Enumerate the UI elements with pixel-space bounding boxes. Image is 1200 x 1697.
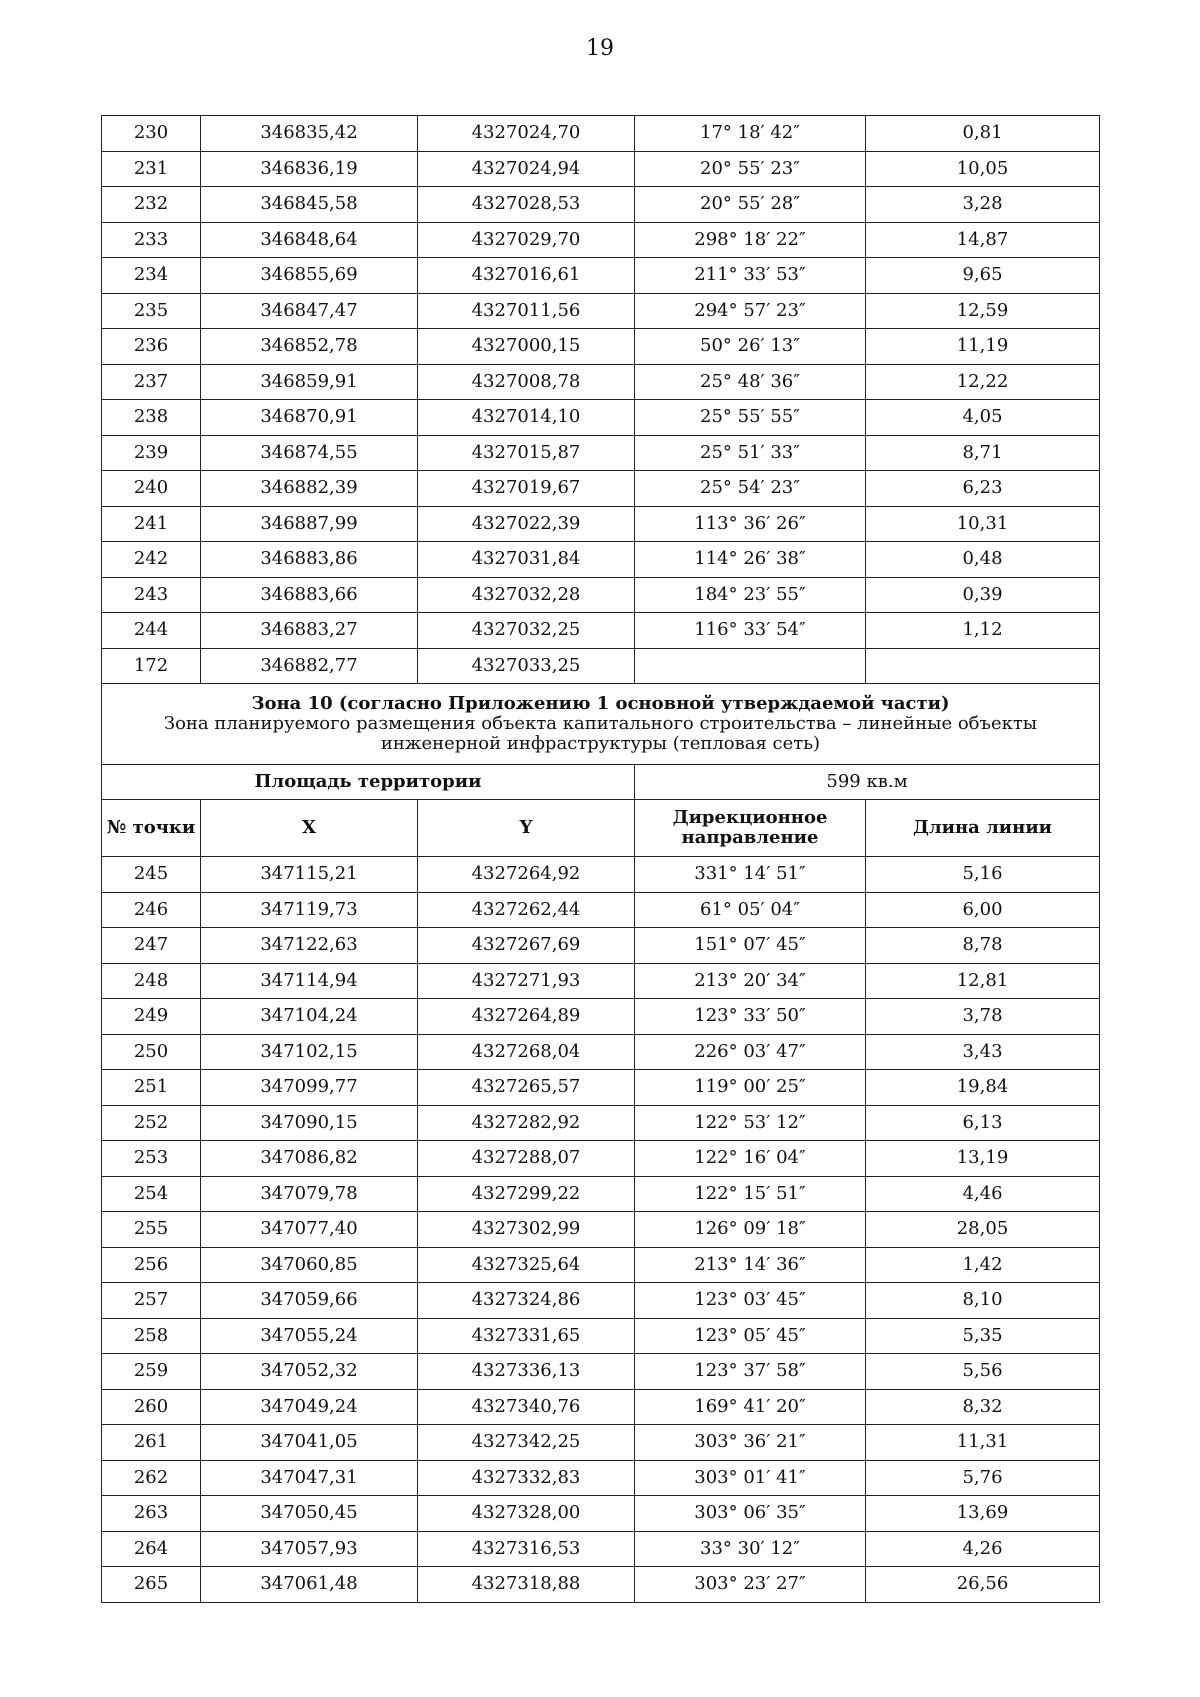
- line-length-cell: 9,65: [866, 258, 1100, 294]
- table-row: [102, 329, 1100, 365]
- direction-cell: 123° 37′ 58″: [635, 1354, 866, 1390]
- x-cell: 347115,21: [201, 857, 418, 893]
- point-number-cell: 252: [102, 1105, 201, 1141]
- x-cell: 347059,66: [201, 1283, 418, 1319]
- direction-cell: 25° 54′ 23″: [635, 471, 866, 507]
- x-cell: 347086,82: [201, 1141, 418, 1177]
- x-cell: 347077,40: [201, 1212, 418, 1248]
- x-cell: 347057,93: [201, 1531, 418, 1567]
- point-number-cell: 262: [102, 1460, 201, 1496]
- y-cell: 4327325,64: [418, 1247, 635, 1283]
- table-row: [102, 435, 1100, 471]
- point-number-cell: 250: [102, 1034, 201, 1070]
- direction-cell: 303° 06′ 35″: [635, 1496, 866, 1532]
- point-number-cell: 258: [102, 1318, 201, 1354]
- line-length-cell: 3,28: [866, 187, 1100, 223]
- x-cell: 346874,55: [201, 435, 418, 471]
- y-cell: 4327332,83: [418, 1460, 635, 1496]
- x-cell: 346870,91: [201, 400, 418, 436]
- direction-cell: 25° 48′ 36″: [635, 364, 866, 400]
- point-number-cell: 236: [102, 329, 201, 365]
- area-row: [102, 765, 1100, 800]
- point-number-cell: 237: [102, 364, 201, 400]
- y-cell: 4327016,61: [418, 258, 635, 294]
- line-length-cell: 19,84: [866, 1070, 1100, 1106]
- table-row: [102, 1034, 1100, 1070]
- point-number-cell: 241: [102, 506, 201, 542]
- line-length-cell: 8,78: [866, 928, 1100, 964]
- line-length-cell: 6,23: [866, 471, 1100, 507]
- x-cell: 347119,73: [201, 892, 418, 928]
- zone-description: Зона планируемого размещения объекта капитального строительства – линейные объекты инженерной инфраструктуры (тепловая сеть): [163, 713, 1038, 754]
- direction-cell: 114° 26′ 38″: [635, 542, 866, 578]
- table-row: [102, 613, 1100, 649]
- line-length-cell: 0,81: [866, 116, 1100, 152]
- point-number-cell: 264: [102, 1531, 201, 1567]
- table-row: [102, 1318, 1100, 1354]
- x-cell: 347104,24: [201, 999, 418, 1035]
- y-cell: 4327324,86: [418, 1283, 635, 1319]
- y-cell: 4327299,22: [418, 1176, 635, 1212]
- line-length-cell: 4,46: [866, 1176, 1100, 1212]
- table-row: [102, 471, 1100, 507]
- y-cell: 4327331,65: [418, 1318, 635, 1354]
- line-length-cell: 5,35: [866, 1318, 1100, 1354]
- y-cell: 4327264,92: [418, 857, 635, 893]
- table-row: [102, 999, 1100, 1035]
- y-cell: 4327262,44: [418, 892, 635, 928]
- table-row: [102, 857, 1100, 893]
- y-cell: 4327302,99: [418, 1212, 635, 1248]
- y-cell: 4327265,57: [418, 1070, 635, 1106]
- point-number-cell: 244: [102, 613, 201, 649]
- y-cell: 4327340,76: [418, 1389, 635, 1425]
- table-row: [102, 116, 1100, 152]
- x-cell: 346852,78: [201, 329, 418, 365]
- header-direction: Дирекционное направление: [635, 800, 866, 857]
- x-cell: 346859,91: [201, 364, 418, 400]
- table-row: [102, 506, 1100, 542]
- direction-cell: 25° 55′ 55″: [635, 400, 866, 436]
- table-row: [102, 1176, 1100, 1212]
- direction-cell: 294° 57′ 23″: [635, 293, 866, 329]
- x-cell: 346883,86: [201, 542, 418, 578]
- table-row: [102, 892, 1100, 928]
- y-cell: 4327019,67: [418, 471, 635, 507]
- table-row: [102, 1567, 1100, 1603]
- line-length-cell: 8,32: [866, 1389, 1100, 1425]
- line-length-cell: 12,59: [866, 293, 1100, 329]
- x-cell: 346882,77: [201, 648, 418, 684]
- zone-header-cell: [102, 684, 1100, 765]
- table-row: [102, 1141, 1100, 1177]
- zone-section: [102, 684, 1100, 857]
- point-number-cell: 232: [102, 187, 201, 223]
- direction-cell: 298° 18′ 22″: [635, 222, 866, 258]
- x-cell: 347090,15: [201, 1105, 418, 1141]
- line-length-cell: 26,56: [866, 1567, 1100, 1603]
- y-cell: 4327024,70: [418, 116, 635, 152]
- x-cell: 346847,47: [201, 293, 418, 329]
- table-row: [102, 1496, 1100, 1532]
- line-length-cell: 0,39: [866, 577, 1100, 613]
- x-cell: 347099,77: [201, 1070, 418, 1106]
- point-number-cell: 256: [102, 1247, 201, 1283]
- point-number-cell: 243: [102, 577, 201, 613]
- point-number-cell: 261: [102, 1425, 201, 1461]
- point-number-cell: 248: [102, 963, 201, 999]
- table-row: [102, 1212, 1100, 1248]
- line-length-cell: 10,31: [866, 506, 1100, 542]
- page-number: 19: [586, 36, 614, 61]
- x-cell: 346883,27: [201, 613, 418, 649]
- direction-cell: 123° 03′ 45″: [635, 1283, 866, 1319]
- line-length-cell: 8,71: [866, 435, 1100, 471]
- y-cell: 4327024,94: [418, 151, 635, 187]
- direction-cell: 17° 18′ 42″: [635, 116, 866, 152]
- x-cell: 346848,64: [201, 222, 418, 258]
- table-row: [102, 1105, 1100, 1141]
- header-x: X: [201, 800, 418, 857]
- line-length-cell: 5,16: [866, 857, 1100, 893]
- y-cell: 4327271,93: [418, 963, 635, 999]
- x-cell: 347052,32: [201, 1354, 418, 1390]
- direction-cell: 303° 01′ 41″: [635, 1460, 866, 1496]
- direction-cell: [635, 648, 866, 684]
- y-cell: 4327011,56: [418, 293, 635, 329]
- direction-cell: 151° 07′ 45″: [635, 928, 866, 964]
- direction-cell: 33° 30′ 12″: [635, 1531, 866, 1567]
- zone-header-row: [102, 684, 1100, 765]
- point-number-cell: 234: [102, 258, 201, 294]
- line-length-cell: 11,31: [866, 1425, 1100, 1461]
- y-cell: 4327008,78: [418, 364, 635, 400]
- x-cell: 347060,85: [201, 1247, 418, 1283]
- point-number-cell: 242: [102, 542, 201, 578]
- line-length-cell: 10,05: [866, 151, 1100, 187]
- y-cell: 4327336,13: [418, 1354, 635, 1390]
- x-cell: 346836,19: [201, 151, 418, 187]
- direction-cell: 169° 41′ 20″: [635, 1389, 866, 1425]
- y-cell: 4327015,87: [418, 435, 635, 471]
- point-number-cell: 263: [102, 1496, 201, 1532]
- line-length-cell: 14,87: [866, 222, 1100, 258]
- table-row: [102, 648, 1100, 684]
- point-number-cell: 255: [102, 1212, 201, 1248]
- line-length-cell: 11,19: [866, 329, 1100, 365]
- direction-cell: 122° 15′ 51″: [635, 1176, 866, 1212]
- table-row: [102, 963, 1100, 999]
- table-row: [102, 258, 1100, 294]
- y-cell: 4327316,53: [418, 1531, 635, 1567]
- line-length-cell: 0,48: [866, 542, 1100, 578]
- direction-cell: 122° 16′ 04″: [635, 1141, 866, 1177]
- table-row: [102, 1283, 1100, 1319]
- x-cell: 347061,48: [201, 1567, 418, 1603]
- table-row: [102, 400, 1100, 436]
- x-cell: 346845,58: [201, 187, 418, 223]
- point-number-cell: 257: [102, 1283, 201, 1319]
- y-cell: 4327014,10: [418, 400, 635, 436]
- line-length-cell: 1,12: [866, 613, 1100, 649]
- point-number-cell: 253: [102, 1141, 201, 1177]
- line-length-cell: 3,78: [866, 999, 1100, 1035]
- table-row: [102, 928, 1100, 964]
- line-length-cell: 13,19: [866, 1141, 1100, 1177]
- y-cell: 4327032,28: [418, 577, 635, 613]
- y-cell: 4327031,84: [418, 542, 635, 578]
- point-number-cell: 251: [102, 1070, 201, 1106]
- direction-cell: 116° 33′ 54″: [635, 613, 866, 649]
- table-row: [102, 577, 1100, 613]
- table-row: [102, 222, 1100, 258]
- point-number-cell: 246: [102, 892, 201, 928]
- line-length-cell: 6,13: [866, 1105, 1100, 1141]
- line-length-cell: 5,76: [866, 1460, 1100, 1496]
- direction-cell: 123° 05′ 45″: [635, 1318, 866, 1354]
- x-cell: 347047,31: [201, 1460, 418, 1496]
- y-cell: 4327000,15: [418, 329, 635, 365]
- y-cell: 4327268,04: [418, 1034, 635, 1070]
- x-cell: 346882,39: [201, 471, 418, 507]
- point-number-cell: 239: [102, 435, 201, 471]
- header-point-number: № точки: [102, 800, 201, 857]
- table-row: [102, 1354, 1100, 1390]
- x-cell: 346855,69: [201, 258, 418, 294]
- zone-title: Зона 10 (согласно Приложению 1 основной утверждаемой части): [251, 693, 950, 714]
- line-length-cell: 12,81: [866, 963, 1100, 999]
- table-row: [102, 151, 1100, 187]
- table-row: [102, 1247, 1100, 1283]
- area-value: 599 кв.м: [635, 765, 1100, 800]
- point-number-cell: 245: [102, 857, 201, 893]
- area-label: Площадь территории: [102, 765, 635, 800]
- direction-cell: 119° 00′ 25″: [635, 1070, 866, 1106]
- y-cell: 4327033,25: [418, 648, 635, 684]
- line-length-cell: [866, 648, 1100, 684]
- point-number-cell: 254: [102, 1176, 201, 1212]
- point-number-cell: 233: [102, 222, 201, 258]
- point-number-cell: 238: [102, 400, 201, 436]
- line-length-cell: 6,00: [866, 892, 1100, 928]
- x-cell: 347102,15: [201, 1034, 418, 1070]
- point-number-cell: 259: [102, 1354, 201, 1390]
- y-cell: 4327264,89: [418, 999, 635, 1035]
- direction-cell: 20° 55′ 23″: [635, 151, 866, 187]
- y-cell: 4327318,88: [418, 1567, 635, 1603]
- table-row: [102, 1425, 1100, 1461]
- line-length-cell: 13,69: [866, 1496, 1100, 1532]
- point-number-cell: 240: [102, 471, 201, 507]
- direction-cell: 61° 05′ 04″: [635, 892, 866, 928]
- x-cell: 346883,66: [201, 577, 418, 613]
- x-cell: 347079,78: [201, 1176, 418, 1212]
- direction-cell: 303° 23′ 27″: [635, 1567, 866, 1603]
- y-cell: 4327028,53: [418, 187, 635, 223]
- direction-cell: 126° 09′ 18″: [635, 1212, 866, 1248]
- y-cell: 4327032,25: [418, 613, 635, 649]
- y-cell: 4327267,69: [418, 928, 635, 964]
- direction-cell: 303° 36′ 21″: [635, 1425, 866, 1461]
- column-header-row: [102, 800, 1100, 857]
- table-row: [102, 293, 1100, 329]
- line-length-cell: 5,56: [866, 1354, 1100, 1390]
- direction-cell: 123° 33′ 50″: [635, 999, 866, 1035]
- direction-cell: 211° 33′ 53″: [635, 258, 866, 294]
- point-number-cell: 172: [102, 648, 201, 684]
- header-y: Y: [418, 800, 635, 857]
- point-number-cell: 235: [102, 293, 201, 329]
- table-row: [102, 1070, 1100, 1106]
- point-number-cell: 230: [102, 116, 201, 152]
- y-cell: 4327282,92: [418, 1105, 635, 1141]
- direction-cell: 184° 23′ 55″: [635, 577, 866, 613]
- table-row: [102, 364, 1100, 400]
- y-cell: 4327328,00: [418, 1496, 635, 1532]
- direction-cell: 113° 36′ 26″: [635, 506, 866, 542]
- direction-cell: 25° 51′ 33″: [635, 435, 866, 471]
- x-cell: 346835,42: [201, 116, 418, 152]
- point-number-cell: 231: [102, 151, 201, 187]
- direction-cell: 20° 55′ 28″: [635, 187, 866, 223]
- direction-cell: 50° 26′ 13″: [635, 329, 866, 365]
- coordinates-table: [101, 115, 1100, 1603]
- line-length-cell: 28,05: [866, 1212, 1100, 1248]
- table-row: [102, 542, 1100, 578]
- point-number-cell: 260: [102, 1389, 201, 1425]
- y-cell: 4327029,70: [418, 222, 635, 258]
- x-cell: 347041,05: [201, 1425, 418, 1461]
- y-cell: 4327022,39: [418, 506, 635, 542]
- table-row: [102, 1460, 1100, 1496]
- table-row: [102, 1389, 1100, 1425]
- bottom-rows: [102, 857, 1100, 1603]
- x-cell: 347050,45: [201, 1496, 418, 1532]
- line-length-cell: 1,42: [866, 1247, 1100, 1283]
- point-number-cell: 265: [102, 1567, 201, 1603]
- direction-cell: 213° 14′ 36″: [635, 1247, 866, 1283]
- point-number-cell: 249: [102, 999, 201, 1035]
- line-length-cell: 4,26: [866, 1531, 1100, 1567]
- table-row: [102, 1531, 1100, 1567]
- direction-cell: 122° 53′ 12″: [635, 1105, 866, 1141]
- direction-cell: 226° 03′ 47″: [635, 1034, 866, 1070]
- table-row: [102, 187, 1100, 223]
- y-cell: 4327342,25: [418, 1425, 635, 1461]
- line-length-cell: 3,43: [866, 1034, 1100, 1070]
- x-cell: 347114,94: [201, 963, 418, 999]
- header-line-length: Длина линии: [866, 800, 1100, 857]
- line-length-cell: 12,22: [866, 364, 1100, 400]
- direction-cell: 213° 20′ 34″: [635, 963, 866, 999]
- point-number-cell: 247: [102, 928, 201, 964]
- line-length-cell: 8,10: [866, 1283, 1100, 1319]
- x-cell: 346887,99: [201, 506, 418, 542]
- y-cell: 4327288,07: [418, 1141, 635, 1177]
- line-length-cell: 4,05: [866, 400, 1100, 436]
- top-rows: [102, 116, 1100, 684]
- direction-cell: 331° 14′ 51″: [635, 857, 866, 893]
- x-cell: 347055,24: [201, 1318, 418, 1354]
- x-cell: 347049,24: [201, 1389, 418, 1425]
- x-cell: 347122,63: [201, 928, 418, 964]
